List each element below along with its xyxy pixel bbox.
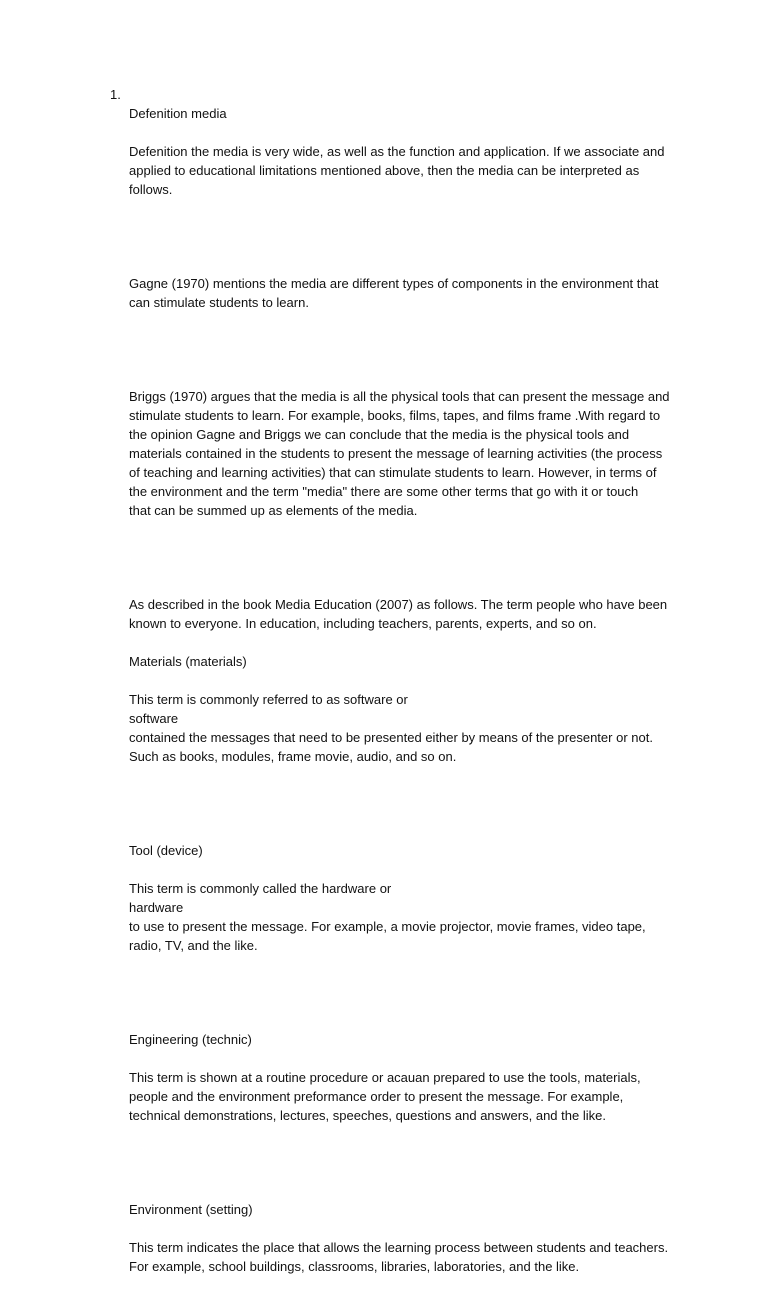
tool-paragraph: This term is commonly called the hardware or hardware to use to present the message. For example, a movie projector, movie frames, video tape, radio, TV, and the like.	[129, 881, 646, 953]
paragraph-gap	[129, 218, 674, 237]
gagne-paragraph: Gagne (1970) mentions the media are different types of components in the environment that can stimulate students to learn.	[129, 276, 659, 310]
document-body	[129, 86, 674, 1296]
engineering-heading: Engineering (technic)	[129, 1032, 252, 1048]
briggs-paragraph: Briggs (1970) argues that the media is all the physical tools that can present the message and stimulate students to learn. For example, books, films, tapes, and films frame .With regard to the opinion Gagne and Briggs we can conclude that the media is the physical tools and materials contained in the students to present the message of learning activities (the process of teaching and learning activities) that can stimulate students to learn. However, in terms of the environment and the term "media" there are some other terms that go with it or touch that can be summed up as elements of the media.	[129, 389, 670, 518]
paragraph-gap	[129, 540, 674, 559]
engineering-paragraph: This term is shown at a routine procedure or acauan prepared to use the tools, materials, people and the environment preformance order to present the message. For example, technical demonstrations, lectures, speeches, questions and answers, and the like.	[129, 1070, 641, 1123]
paragraph-gap	[129, 785, 674, 804]
environment-paragraph: This term indicates the place that allows the learning process between students and teachers. For example, school buildings, classrooms, libraries, laboratories, and the like.	[129, 1240, 669, 1275]
media-education-paragraph: As described in the book Media Education (2007) as follows. The term people who have been known to everyone. In education, including teachers, parents, experts, and so on.	[129, 597, 668, 632]
paragraph-gap	[129, 975, 674, 994]
section-heading: Defenition media	[129, 105, 227, 121]
materials-heading: Materials (materials)	[129, 654, 247, 670]
list-number: 1.	[110, 87, 121, 102]
environment-heading: Environment (setting)	[129, 1202, 253, 1218]
tool-heading: Tool (device)	[129, 843, 203, 859]
paragraph-gap	[129, 1145, 674, 1164]
intro-paragraph: Defenition the media is very wide, as well as the function and application. If we associate and applied to educational limitations mentioned above, then the media can be interpreted as follows.	[129, 143, 665, 197]
paragraph-gap	[129, 332, 674, 351]
materials-paragraph: This term is commonly referred to as software or software contained the messages that need to be presented either by means of the presenter or not. Such as books, modules, frame movie, audio, and so on.	[129, 691, 653, 764]
